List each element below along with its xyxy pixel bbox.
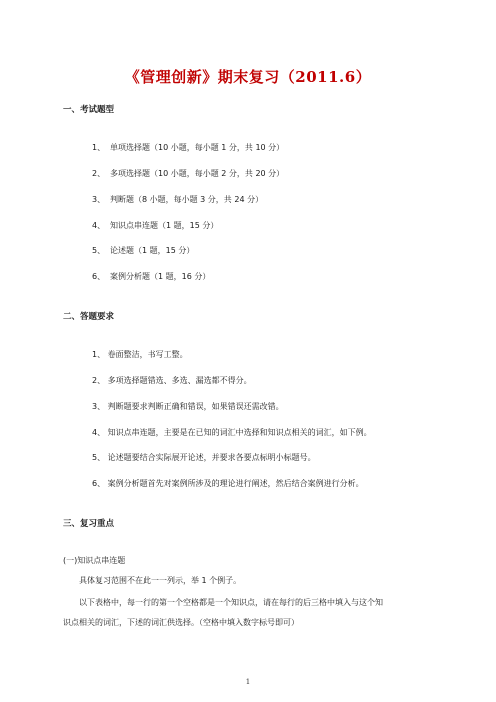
list-item: 4、 知识点串连题，主要是在已知的词汇中选择和知识点相关的词汇，如下例。 [92, 428, 372, 437]
list-item: 2、 多项选择题错选、多选、漏选都不得分。 [92, 376, 252, 385]
document-title: 《管理创新》期末复习（2011.6） [124, 68, 372, 86]
list-item-number: 5、 [92, 246, 106, 255]
list-item-number: 6、 [92, 272, 106, 281]
list-item-number: 1、 [92, 143, 106, 152]
paragraph-continuation: 识点相关的词汇，下述的词汇供选择。（空格中填入数字标号即可） [63, 618, 299, 627]
section-heading-question-types: 一、考试题型 [63, 105, 115, 115]
list-item: 单项选择题（10 小题，每小题 1 分，共 10 分） [110, 143, 285, 152]
list-item-number: 3、 [92, 195, 106, 204]
subheading-knowledge-chain: (一)知识点串连题 [63, 556, 126, 565]
list-item-number: 2、 [92, 169, 106, 178]
section-heading-answer-requirements: 二、答题要求 [63, 312, 115, 322]
section-heading-review-focus: 三、复习重点 [63, 519, 115, 529]
list-item: 6、 案例分析题首先对案例所涉及的理论进行阐述，然后结合案例进行分析。 [92, 479, 364, 488]
list-item: 1、 卷面整洁，书写工整。 [92, 350, 188, 359]
paragraph: 具体复习范围不在此一一列示，举 1 个例子。 [79, 576, 242, 585]
list-item: 多项选择题（10 小题，每小题 2 分，共 20 分） [110, 169, 285, 178]
list-item: 知识点串连题（1 题，15 分） [110, 221, 219, 230]
paragraph: 以下表格中，每一行的第一个空格都是一个知识点，请在每行的后三格中填入与这个知 [79, 598, 383, 607]
list-item: 5、 论述题要结合实际展开论述，并要求各要点标明小标题号。 [92, 453, 316, 462]
list-item-number: 4、 [92, 221, 106, 230]
list-item: 案例分析题（1 题，16 分） [110, 272, 211, 281]
list-item: 3、 判断题要求判断正确和错误，如果错误还需改错。 [92, 402, 284, 411]
list-item: 判断题（8 小题，每小题 3 分，共 24 分） [110, 195, 264, 204]
page-number: 1 [245, 678, 251, 686]
list-item: 论述题（1 题，15 分） [110, 246, 195, 255]
